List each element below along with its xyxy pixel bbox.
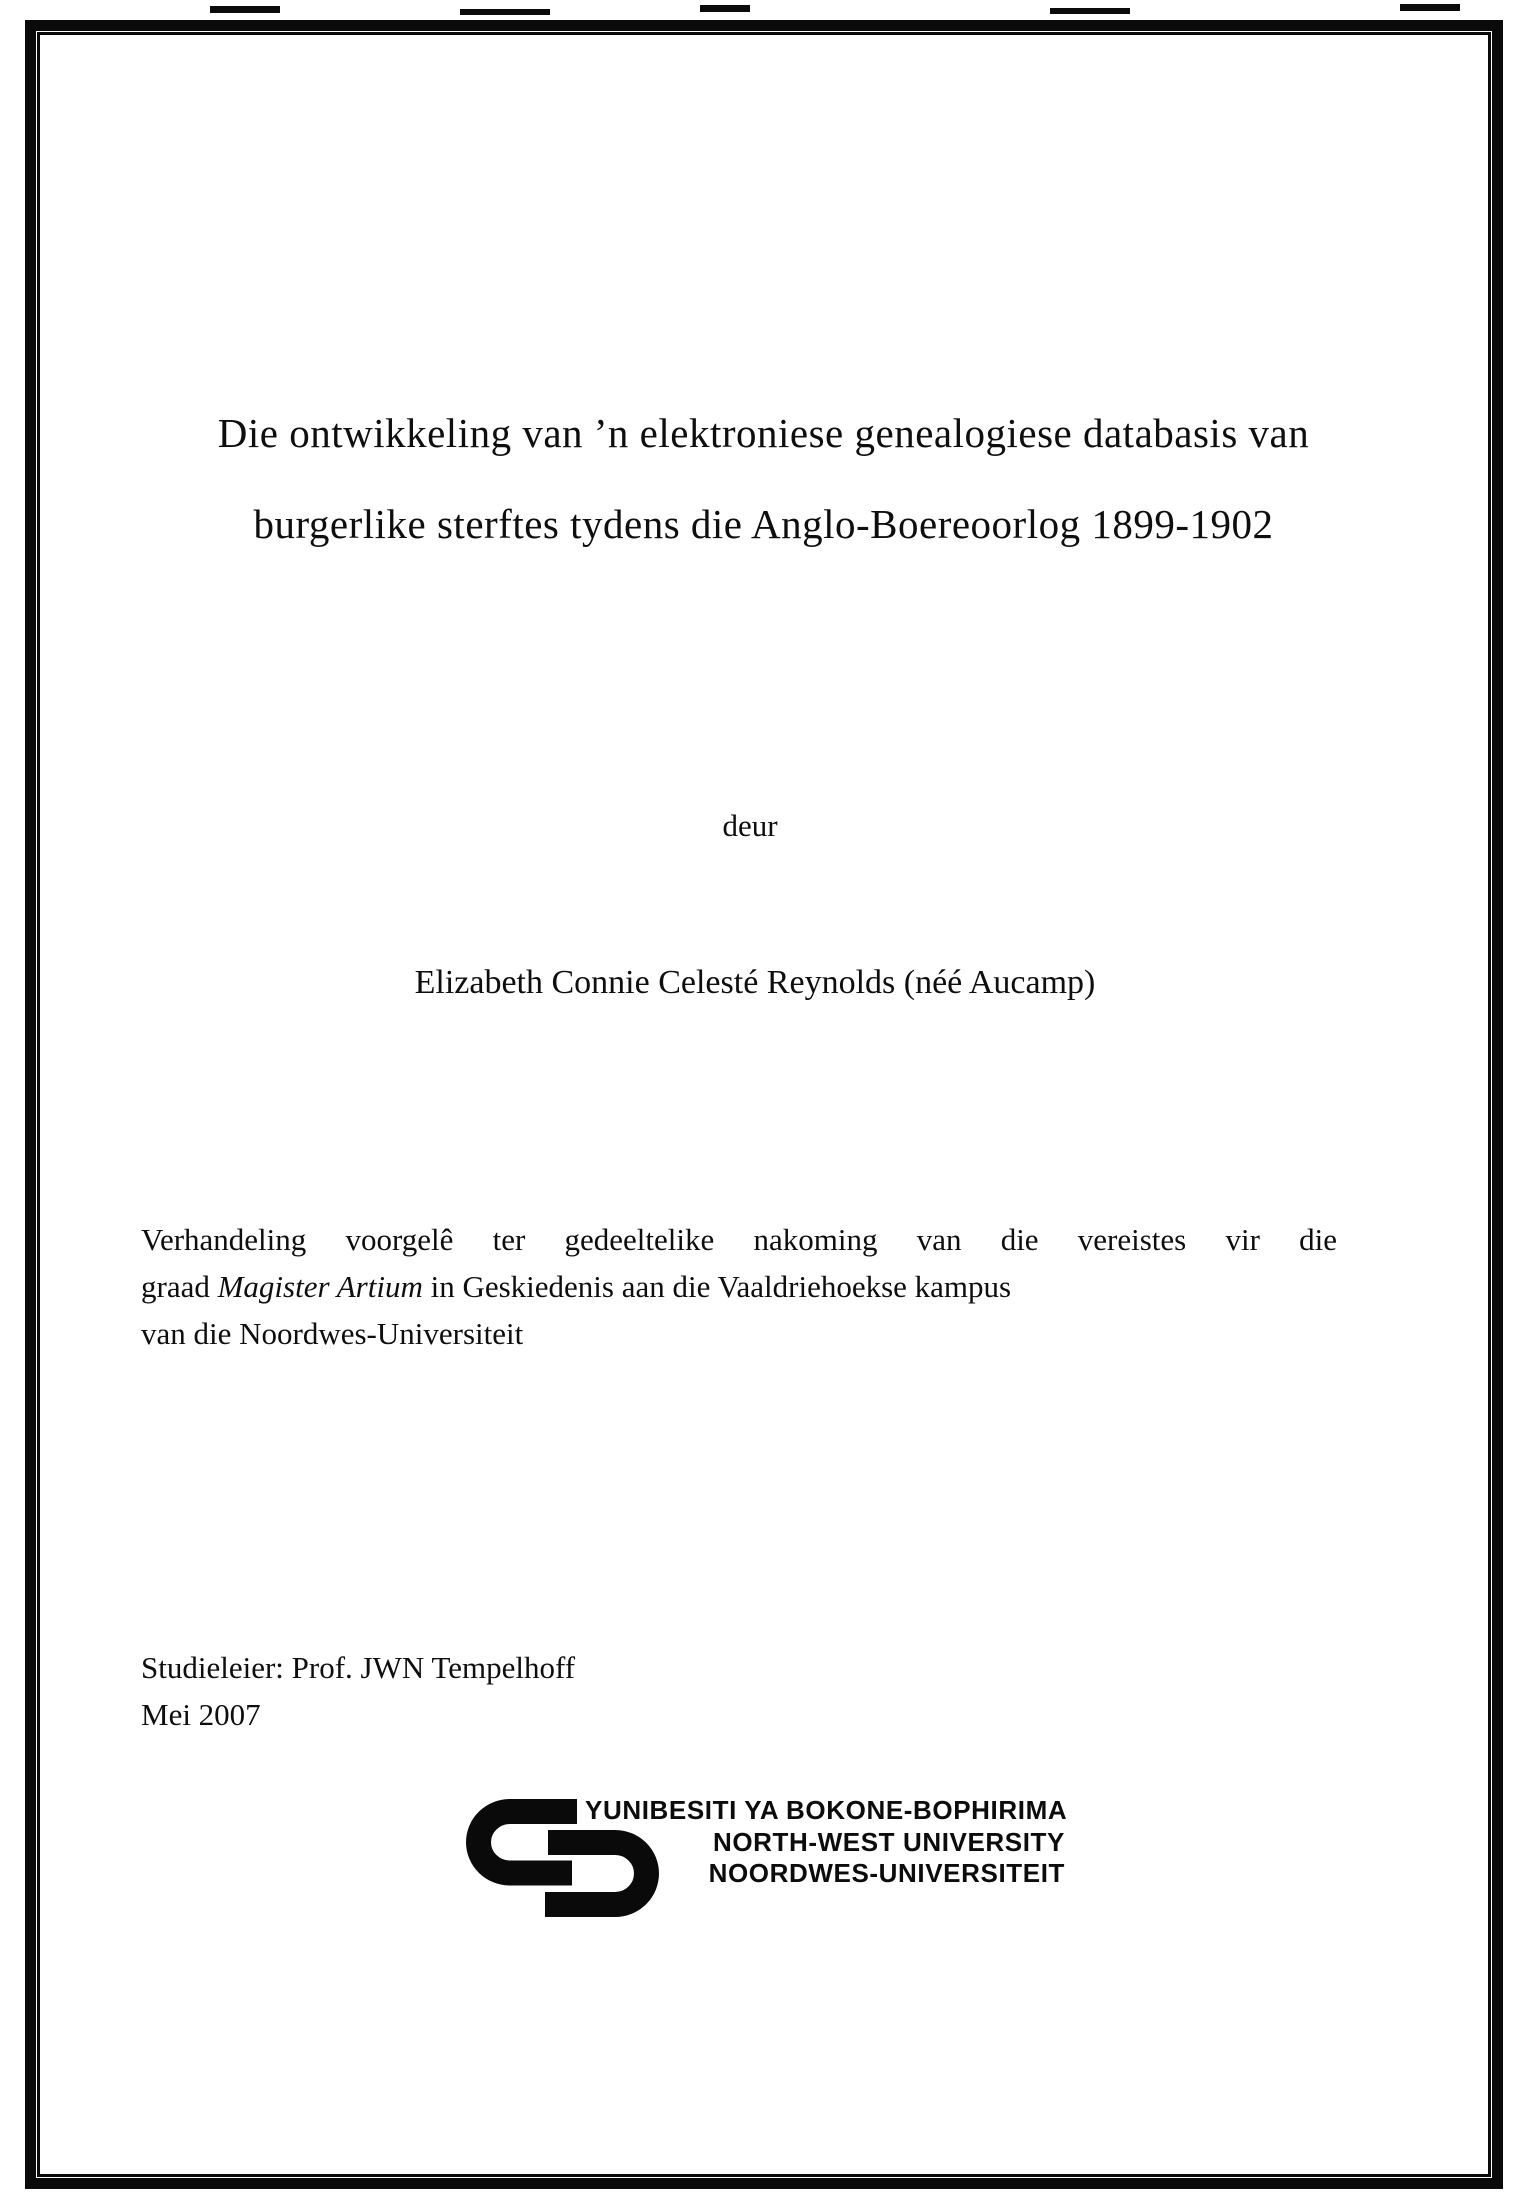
submission-line1: Verhandeling voorgelê ter gedeeltelike nakoming van die vereistes vir die [141,1222,1337,1257]
nwu-wordmark-setswana: YUNIBESITI YA BOKONE-BOPHIRIMA [585,1795,1068,1825]
degree-name: Magister Artium [217,1269,423,1304]
thesis-title [110,388,1417,570]
supervisor-line: Studieleier: Prof. JWN Tempelhoff [141,1650,576,1685]
nwu-wordmark-afrikaans: NOORDWES-UNIVERSITEIT [708,1858,1065,1888]
submission-line3: van die Noordwes-Universiteit [141,1316,524,1351]
author-name: Elizabeth Connie Celesté Reynolds (néé Aucamp) [414,964,1096,1001]
submission-statement [141,1216,1337,1357]
submission-line2: graad Magister Artium in Geskiedenis aan die Vaaldriehoekse kampus [141,1269,1012,1304]
nwu-wordmark-english: NORTH-WEST UNIVERSITY [712,1826,1065,1857]
thesis-title-line2: burgerlike sterftes tydens die Anglo-Boereoorlog 1899-1902 [253,501,1274,547]
byline-label: deur [722,808,778,843]
date-line: Mei 2007 [141,1697,261,1732]
thesis-title-line1: Die ontwikkeling van ’n elektroniese genealogiese databasis van [217,410,1310,456]
nwu-logo-wordmark [585,1795,1068,1890]
